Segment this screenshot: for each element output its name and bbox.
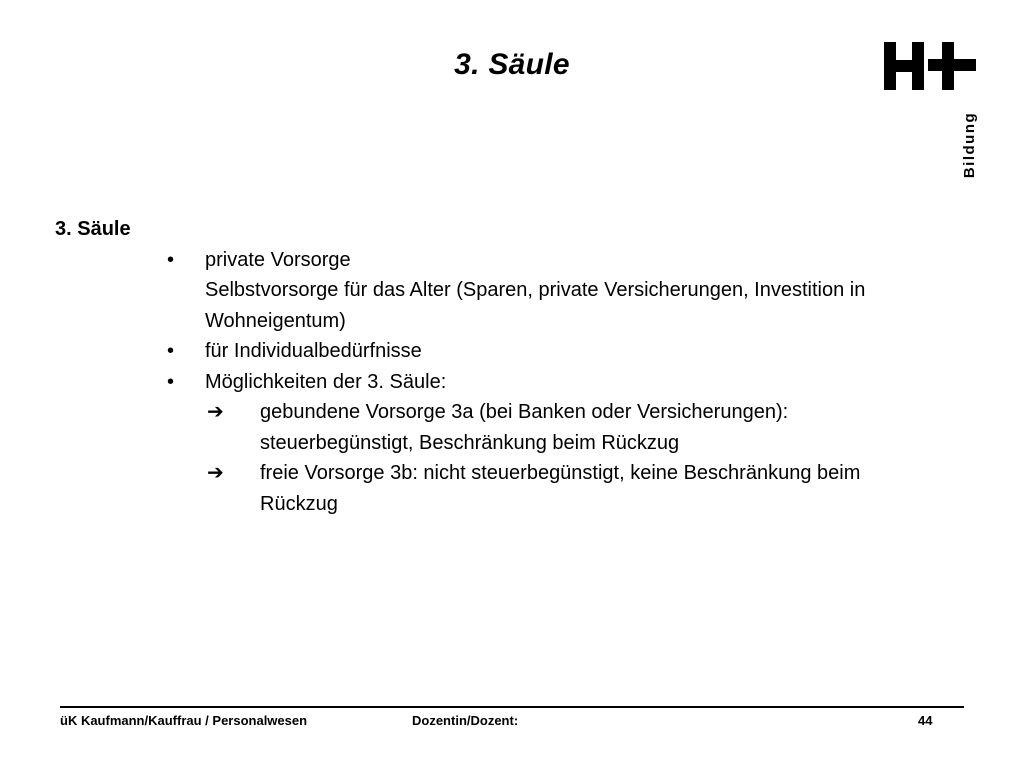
bullet-item — [55, 245, 985, 337]
hplus-logo — [880, 38, 980, 179]
bullet-item — [55, 367, 985, 398]
content-heading: 3. Säule — [55, 218, 131, 240]
bullet-line: für Individualbedürfnisse — [205, 340, 422, 362]
arrow-item — [55, 397, 985, 458]
page-number: 44 — [918, 713, 933, 728]
bullet-dot-icon: • — [167, 248, 175, 271]
arrow-right-icon: ➔ — [207, 462, 224, 484]
footer-lecturer: Dozentin/Dozent: — [412, 713, 519, 728]
arrow-line: steuerbegünstigt, Beschränkung beim Rückzug — [260, 431, 680, 454]
arrow-line: freie Vorsorge 3b: nicht steuerbegünstigt, keine Beschränkung beim — [260, 462, 861, 484]
bullet-dot-icon: • — [167, 370, 175, 393]
arrow-line: gebundene Vorsorge 3a (bei Banken oder Versicherungen): — [260, 401, 789, 423]
logo-subtitle: Bildung — [961, 111, 978, 179]
slide-content — [55, 214, 985, 519]
arrow-right-icon: ➔ — [207, 401, 224, 423]
bullet-item — [55, 336, 985, 367]
slide-title: 3. Säule — [454, 48, 570, 81]
bullet-line: private Vorsorge — [205, 248, 351, 271]
arrow-item — [55, 458, 985, 519]
bullet-line: Möglichkeiten der 3. Säule: — [205, 370, 447, 393]
footer-course: üK Kaufmann/Kauffrau / Personalwesen — [60, 713, 308, 728]
bullet-line: Wohneigentum) — [205, 309, 346, 332]
footer-divider — [60, 706, 964, 708]
bullet-line: Selbstvorsorge für das Alter (Sparen, private Versicherungen, Investition in — [205, 279, 866, 301]
arrow-line: Rückzug — [260, 492, 338, 515]
bullet-dot-icon: • — [167, 340, 175, 362]
hplus-logo-mark — [884, 42, 976, 92]
